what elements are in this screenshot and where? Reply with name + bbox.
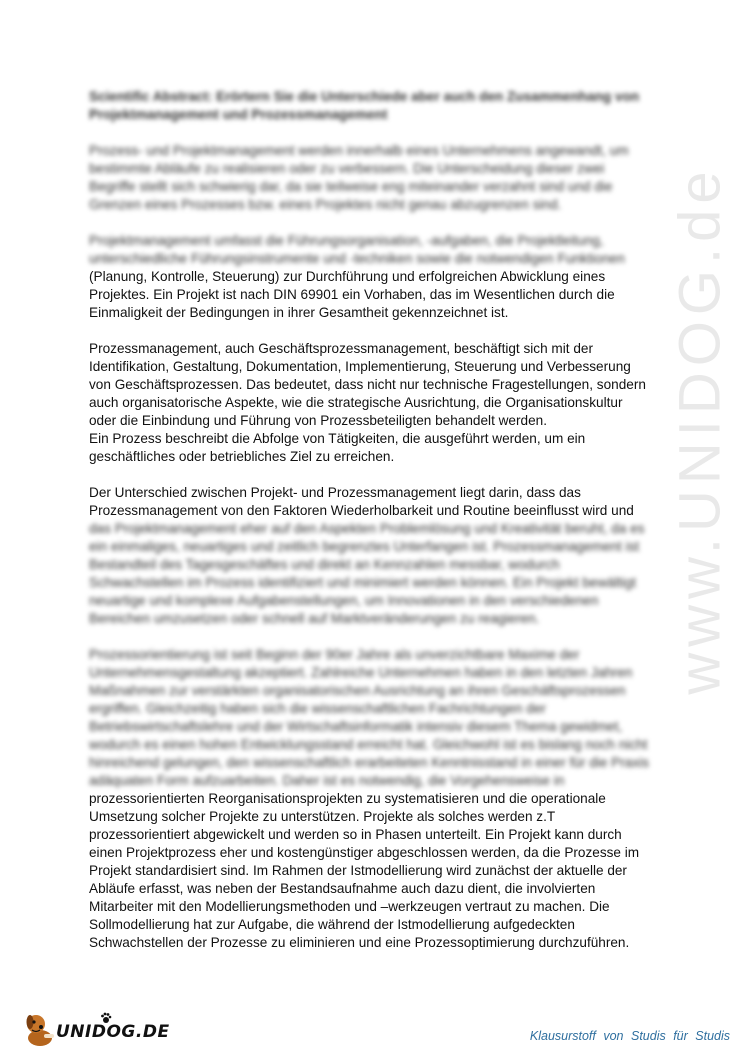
text-line: Prozessmanagement von den Faktoren Wiederholbarkeit und Routine beeinflusst wird und xyxy=(89,503,634,518)
blurred-text-line: Projektmanagement umfasst die Führungsorganisation, -aufgaben, die Projektleitung, xyxy=(89,233,604,248)
text-line: auch organisatorische Aspekte, wie die strategische Ausrichtung, die Organisationskultur xyxy=(89,395,623,410)
blurred-text-line: Grenzen eines Prozesses bzw. eines Projektes nicht genau abzugrenzen sind. xyxy=(89,197,562,212)
watermark: www.UNIDOG.de xyxy=(667,165,733,695)
blurred-text-line: Begriffe stellt sich schwierig dar, da sie teilweise eng miteinander verzahnt sind und die xyxy=(89,179,613,194)
text-line: prozessorientierten Reorganisationsprojekten zu systematisieren und die operationale xyxy=(89,791,606,806)
blurred-text-line: Unternehmensgestaltung akzeptiert. Zahlreiche Unternehmen haben in den letzten Jahren xyxy=(89,665,633,680)
document-content xyxy=(89,88,649,970)
blurred-text-line: hinreichend gelungen, den wissenschaftlich erarbeiteten Kenntnisstand in einer für die Praxis xyxy=(89,755,649,770)
document-heading xyxy=(89,88,649,124)
blurred-text-line: Maßnahmen zur verstärkten organisatorischen Ausrichtung an ihren Geschäftsprozessen xyxy=(89,683,626,698)
paragraph xyxy=(89,484,649,628)
paragraphs xyxy=(89,142,649,952)
paragraph xyxy=(89,232,649,322)
blurred-text-line: unterschiedliche Führungsinstrumente und -techniken sowie die notwendigen Funktionen xyxy=(89,251,625,266)
text-line: Ein Prozess beschreibt die Abfolge von Tätigkeiten, die ausgeführt werden, um ein xyxy=(89,431,586,446)
paragraph xyxy=(89,646,649,952)
blurred-text-line: adäquaten Form aufzuarbeiten. Daher ist es notwendig, die Vorgehensweise in xyxy=(89,773,565,788)
footer-tagline: Klausurstoff von Studis für Studis xyxy=(529,1029,730,1043)
heading-line: Projektmanagement und Prozessmanagement xyxy=(89,107,388,122)
blurred-text-line: Betriebswirtschaftslehre und der Wirtschaftsinformatik intensiv diesem Thema gewidmet, xyxy=(89,719,623,734)
text-line: Sollmodellierung hat zur Aufgabe, die während der Istmodellierung aufgedeckten xyxy=(89,917,575,932)
paragraph xyxy=(89,340,649,466)
text-line: geschäftliches oder betriebliches Ziel zu erreichen. xyxy=(89,449,395,464)
text-line: Der Unterschied zwischen Projekt- und Prozessmanagement liegt darin, dass das xyxy=(89,485,581,500)
text-line: Projekt standardisiert sind. Im Rahmen der Istmodellierung wird zunächst der aktuelle der xyxy=(89,863,627,878)
logo-text: UNIDOG.DE xyxy=(56,1022,170,1042)
blurred-text-line: Schwachstellen im Prozess identifiziert und minimiert werden können. Ein Projekt bewältigt xyxy=(89,575,637,590)
text-line: Mitarbeiter mit den Modellierungsmethoden und –werkzeugen vertraut zu machen. Die xyxy=(89,899,610,914)
text-line: prozessorientiert abgewickelt und werden so in Phasen unterteilt. Ein Projekt kann durch xyxy=(89,827,622,842)
text-line: Schwachstellen der Prozesse zu eliminieren und eine Prozessoptimierung durchzuführen. xyxy=(89,935,630,950)
heading-line: Scientific Abstract: Erörtern Sie die Unterschiede aber auch den Zusammenhang von xyxy=(89,89,640,104)
unidog-logo xyxy=(22,1008,170,1048)
blurred-text-line: Bestandteil des Tagesgeschäftes und direkt an Kennzahlen messbar, wodurch xyxy=(89,557,560,572)
text-line: Umsetzung solcher Projekte zu unterstützen. Projekte als solches werden z.T xyxy=(89,809,556,824)
blurred-text-line: bestimmte Abläufe zu realisieren oder zu verbessern. Die Unterscheidung dieser zwei xyxy=(89,161,605,176)
blurred-text-line: neuartige und komplexe Aufgabenstellungen, um Innovationen in den verschiedenen xyxy=(89,593,599,608)
text-line: Prozessmanagement, auch Geschäftsprozessmanagement, beschäftigt sich mit der xyxy=(89,341,593,356)
dog-mascot-icon xyxy=(22,1008,58,1048)
blurred-text-line: wodurch es einen hohen Entwicklungsstand erreicht hat. Gleichwohl ist es bislang noch nicht xyxy=(89,737,648,752)
blurred-text-line: ein einmaliges, neuartiges und zeitlich begrenztes Unterfangen ist. Prozessmanagement ist xyxy=(89,539,640,554)
text-line: Einmaligkeit der Bedingungen in ihrer Gesamtheit gekennzeichnet ist. xyxy=(89,305,509,320)
text-line: einen Projektprozess eher und kostengünstiger abgeschlossen werden, da die Prozesse im xyxy=(89,845,640,860)
text-line: Identifikation, Gestaltung, Dokumentation, Implementierung, Steuerung und Verbesserung xyxy=(89,359,631,374)
blurred-text-line: ergriffen. Gleichzeitig haben sich die wissenschaftlichen Fachrichtungen der xyxy=(89,701,546,716)
text-line: von Geschäftsprozessen. Das bedeutet, dass nicht nur technische Fragestellungen, sondern xyxy=(89,377,646,392)
text-line: oder die Einbindung und Führung von Prozessbeteiligten behandelt werden. xyxy=(89,413,547,428)
blurred-text-line: Prozess- und Projektmanagement werden innerhalb eines Unternehmens angewandt, um xyxy=(89,143,629,158)
paragraph xyxy=(89,142,649,214)
text-line: Abläufe erfasst, was neben der Bestandsaufnahme auch dazu dient, die involvierten xyxy=(89,881,596,896)
text-line: Projektes. Ein Projekt ist nach DIN 69901 ein Vorhaben, das im Wesentlichen durch die xyxy=(89,287,615,302)
blurred-text-line: Prozessorientierung ist seit Beginn der 90er Jahre als unverzichtbare Maxime der xyxy=(89,647,580,662)
text-line: (Planung, Kontrolle, Steuerung) zur Durchführung und erfolgreichen Abwicklung eines xyxy=(89,269,606,284)
blurred-text-line: Bereichen umzusetzen oder schnell auf Marktveränderungen zu reagieren. xyxy=(89,611,540,626)
blurred-text-line: das Projektmanagement eher auf den Aspekten Problemlösung und Kreativität beruht, da es xyxy=(89,521,645,536)
